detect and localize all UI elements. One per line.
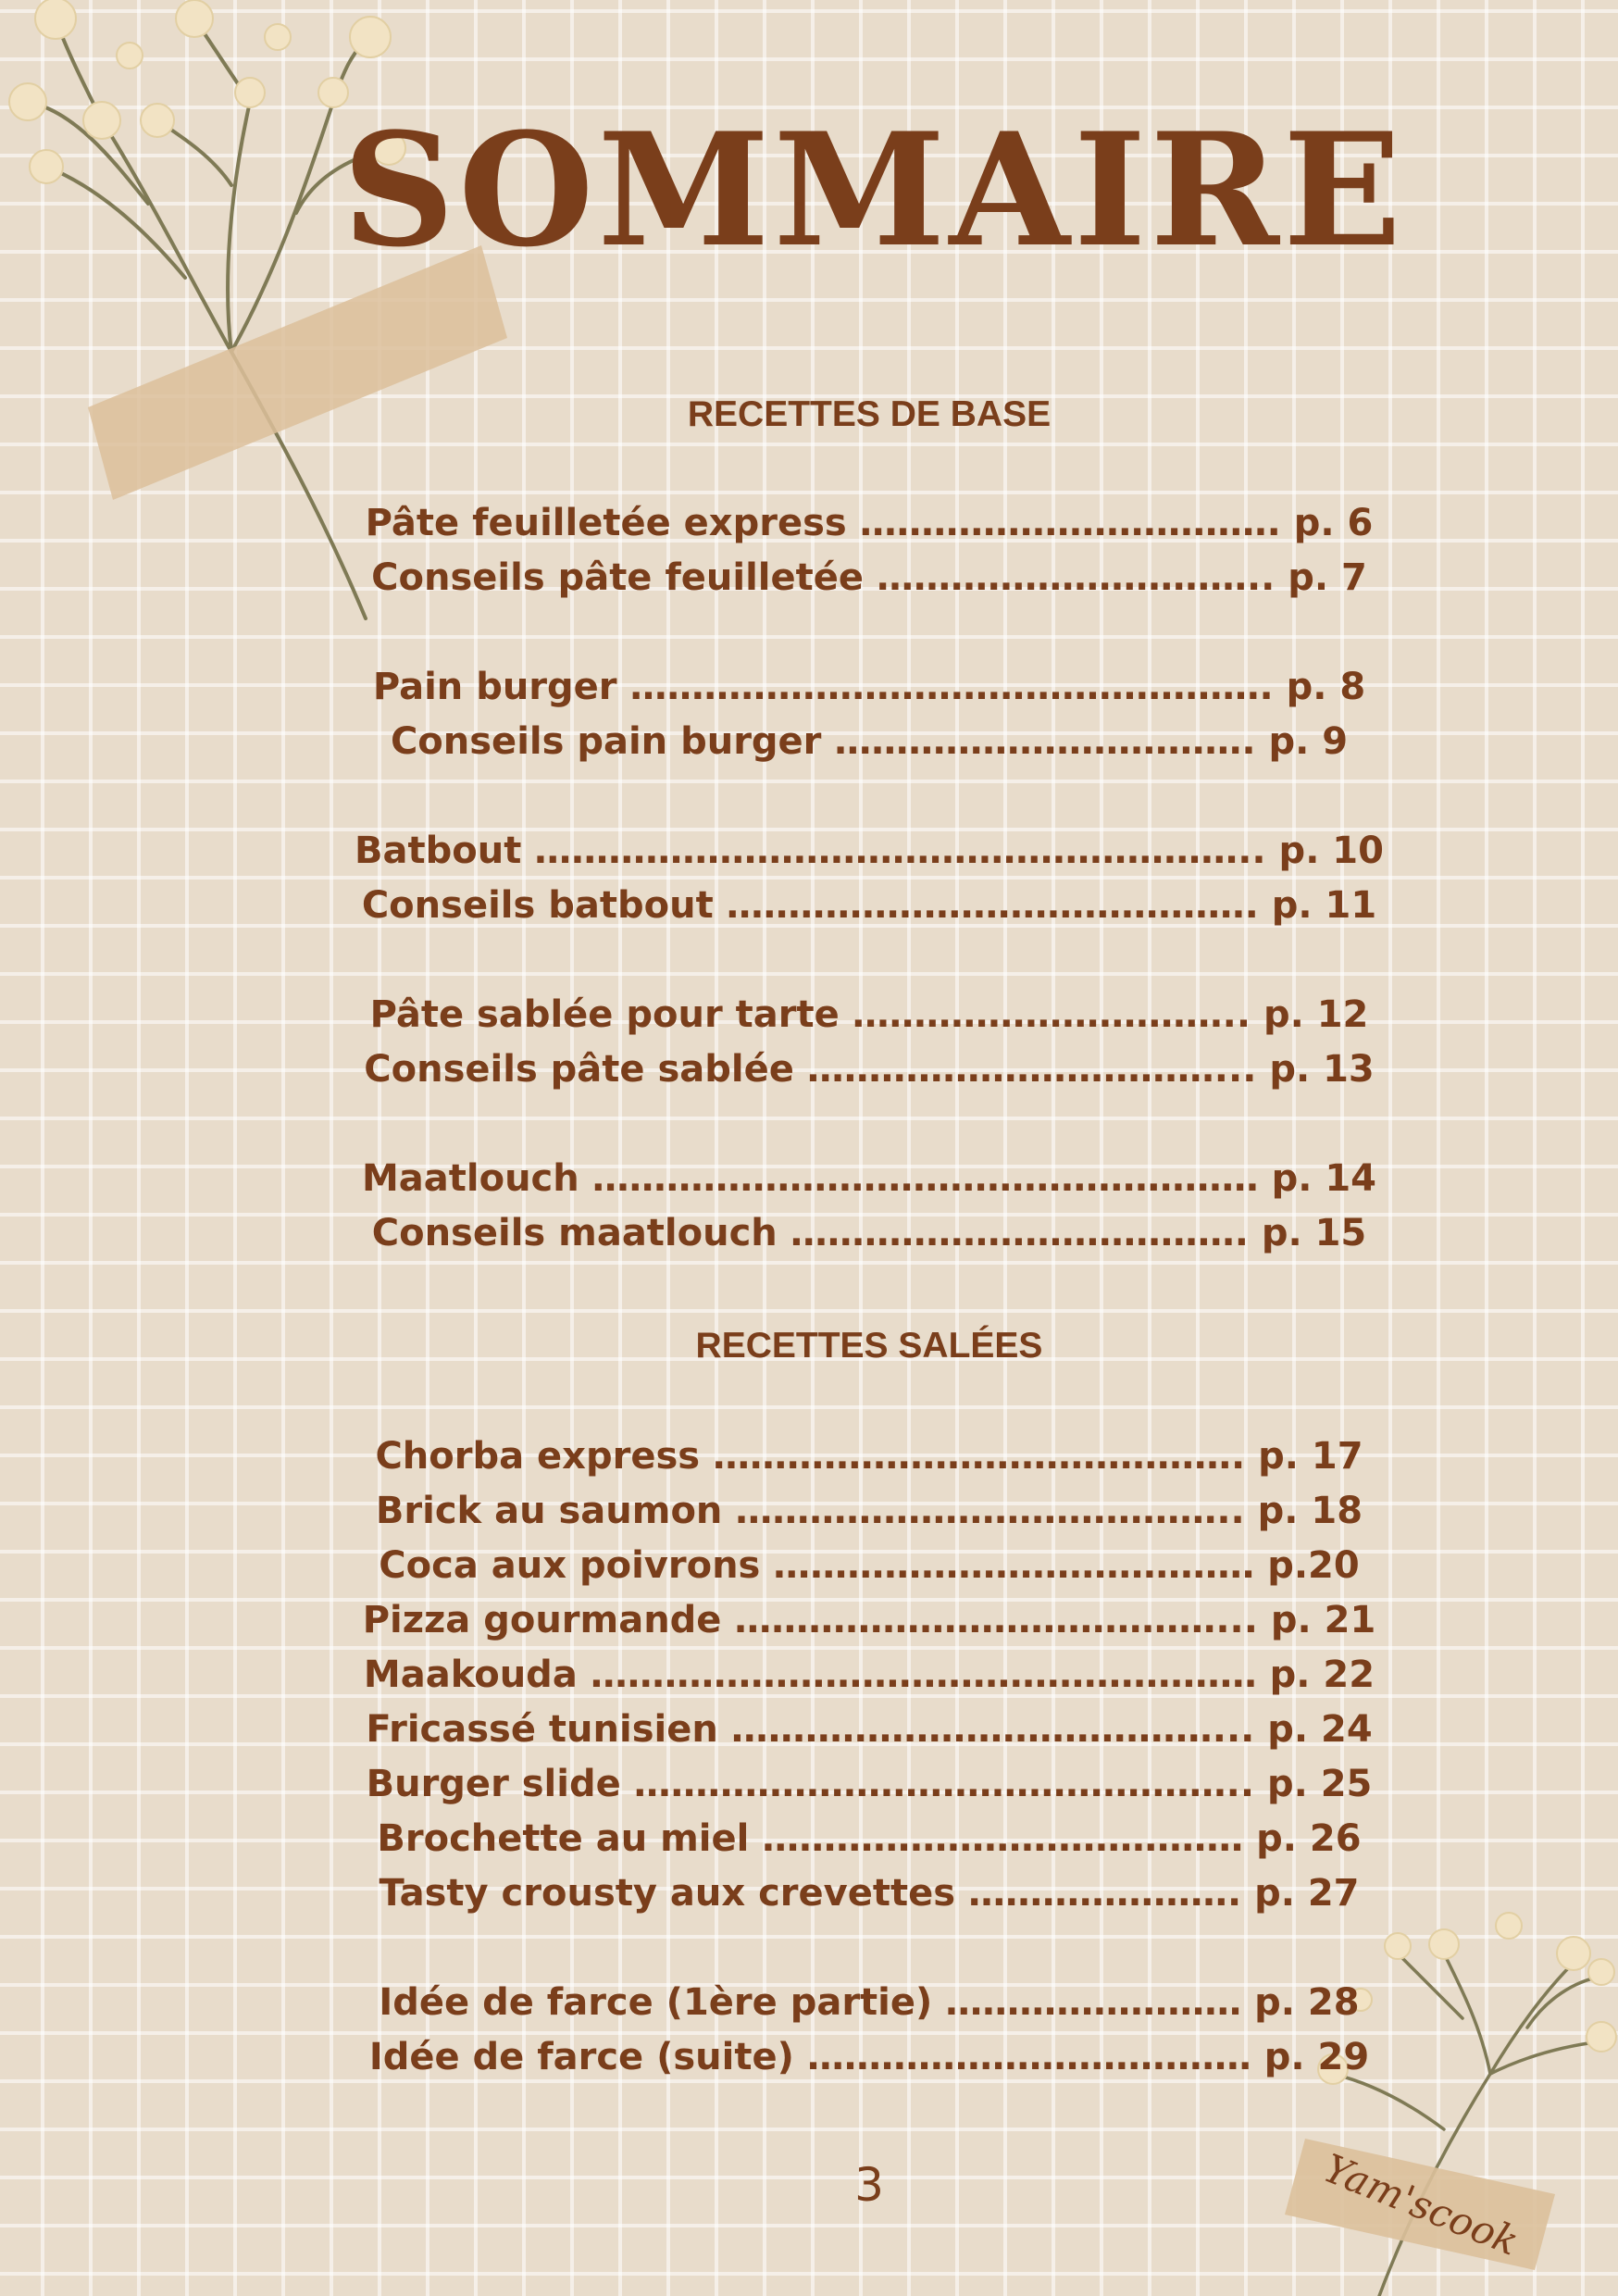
toc-entry[interactable]: Conseils pâte sablée ……………………………... p. 13 bbox=[364, 1048, 1375, 1091]
toc-entry[interactable]: Brick au saumon ………………………………….. p. 18 bbox=[375, 1490, 1363, 1532]
toc-list-recettes-de-base bbox=[0, 496, 1618, 1261]
toc-spacer bbox=[0, 769, 1618, 824]
toc-entry[interactable]: Chorba express ……………………………………. p. 17 bbox=[375, 1435, 1363, 1478]
washi-tape-icon bbox=[88, 245, 507, 500]
section-heading-recettes-de-base: RECETTES DE BASE bbox=[687, 394, 1052, 434]
toc-entry[interactable]: Conseils pain burger ……………………………. p. 9 bbox=[390, 720, 1349, 763]
toc-entry[interactable]: Tasty crousty aux crevettes …………………. p. 27 bbox=[379, 1872, 1360, 1915]
toc-spacer bbox=[0, 1921, 1618, 1976]
toc-entry[interactable]: Brochette au miel ………………………………… p. 26 bbox=[377, 1817, 1362, 1860]
toc-entry[interactable]: Pain burger ……………………………………………. p. 8 bbox=[372, 666, 1366, 708]
page-title: SOMMAIRE bbox=[342, 98, 1406, 281]
toc-entry[interactable]: Idée de farce (suite) ……………………………… p. 29 bbox=[368, 2036, 1370, 2078]
toc-entry[interactable]: Pâte feuilletée express ……………………………. p. 6 bbox=[365, 502, 1374, 544]
signature: Yam'scook bbox=[1317, 2145, 1525, 2265]
toc-entry[interactable]: Pizza gourmande …………………………………... p. 21 bbox=[362, 1599, 1376, 1641]
toc-entry[interactable]: Conseils maatlouch ………………………………. p. 15 bbox=[371, 1212, 1367, 1254]
toc-entry[interactable]: Maatlouch ……………………………………………… p. 14 bbox=[361, 1157, 1377, 1200]
toc-entry[interactable]: Idée de farce (1ère partie) …………………… p. 28 bbox=[379, 1981, 1360, 2024]
page-number: 3 bbox=[854, 2158, 884, 2212]
toc-spacer bbox=[0, 605, 1618, 660]
toc-entry[interactable]: Pâte sablée pour tarte ………………………….. p. 12 bbox=[369, 993, 1369, 1036]
toc-entry[interactable]: Burger slide ………………………………………….. p. 25 bbox=[366, 1763, 1373, 1805]
toc-entry[interactable]: Conseils pâte feuilletée ………………………….. p. 7 bbox=[371, 556, 1367, 599]
toc-entry[interactable]: Maakouda ……………………………………………… p. 22 bbox=[363, 1653, 1375, 1696]
toc-entry[interactable]: Fricassé tunisien …………………………………... p. 24 bbox=[366, 1708, 1373, 1751]
toc-spacer bbox=[0, 1097, 1618, 1152]
toc-list-recettes-salees bbox=[0, 1429, 1618, 2085]
toc-spacer bbox=[0, 933, 1618, 988]
toc-entry[interactable]: Conseils batbout ……………………………………. p. 11 bbox=[361, 884, 1377, 927]
toc-entry[interactable]: Batbout ………………………………………………….. p. 10 bbox=[355, 830, 1384, 872]
section-heading-recettes-salees: RECETTES SALÉES bbox=[695, 1326, 1043, 1366]
toc-entry[interactable]: Coca aux poivrons ………………………………… p.20 bbox=[379, 1544, 1360, 1587]
